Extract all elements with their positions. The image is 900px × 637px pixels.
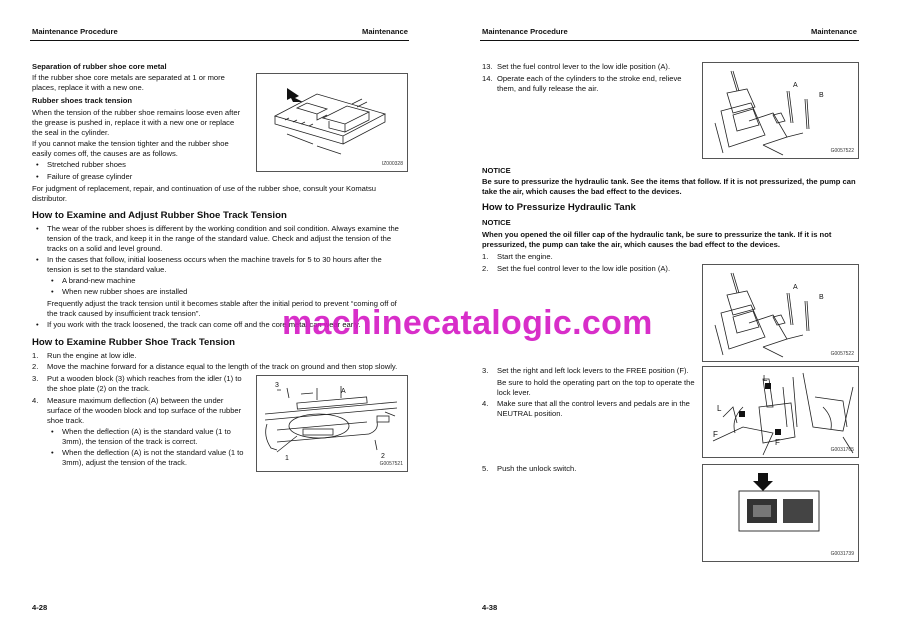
label-1: 1	[285, 455, 289, 462]
step-number: 1.	[32, 351, 39, 360]
page-number: 4-28	[32, 603, 48, 612]
fuel-lever-drawing	[703, 265, 858, 361]
notice-title: NOTICE	[482, 166, 511, 175]
header-right: Maintenance	[811, 27, 857, 36]
step-number: 5.	[482, 464, 489, 473]
watermark: machinecatalogic.com	[282, 304, 653, 342]
bullet-item: • If you work with the track loosened, the track can come off and the core metal can wear early.	[32, 320, 408, 330]
sub-bullet-item: • A brand-new machine	[47, 276, 135, 286]
figure-rubber-shoe	[256, 73, 408, 172]
bullet-item: • In the cases that follow, initial looseness occurs when the machine travels for 5 to 30 hours after the tension is set to the standard value.	[32, 255, 408, 275]
section-title: Separation of rubber shoe core metal	[32, 62, 167, 71]
paragraph: When the tension of the rubber shoe remains loose even after the grease is pushed in, replace it with a new one or replace the seal in the cylinder.	[32, 108, 241, 138]
bullet-item: • Stretched rubber shoes	[32, 160, 126, 170]
step-item	[32, 351, 408, 361]
step-text: Operate each of the cylinders to the stroke end, relieve them, and fully release the air.	[497, 74, 682, 94]
notice-text: When you opened the oil filler cap of the hydraulic tank, be sure to pressurize the tank. If it is not pressurized, the pump can take the air, which causes the bad effect to the devices.	[482, 230, 832, 250]
figure-id: G0057521	[379, 461, 403, 468]
figure-track-tension	[256, 375, 408, 472]
label-b: B	[819, 294, 824, 301]
header-rule	[30, 40, 409, 41]
step-item	[482, 399, 697, 419]
fuel-lever-drawing	[703, 63, 858, 158]
section-heading: How to Examine Rubber Shoe Track Tension	[32, 337, 235, 348]
figure-fuel-lever-2	[702, 264, 859, 362]
sub-bullet-item: • When new rubber shoes are installed	[47, 287, 187, 297]
paragraph: Be sure to hold the operating part on the top to operate the lock lever.	[497, 378, 695, 398]
step-text: Set the right and left lock levers to the FREE position (F).	[497, 366, 689, 375]
label-3: 3	[275, 382, 279, 389]
label-a: A	[793, 82, 798, 89]
track-tension-drawing	[257, 376, 407, 471]
paragraph: If the rubber shoe core metals are separated at 1 or more places, replace it with a new one.	[32, 73, 225, 93]
step-item	[32, 362, 408, 372]
figure-lock-levers	[702, 366, 859, 458]
label-f: F	[713, 430, 718, 439]
step-text: Start the engine.	[497, 252, 553, 261]
header-rule	[480, 40, 859, 41]
sub-bullet-item: • When the deflection (A) is the standard value (1 to 3mm), the tension of the track is correct.	[47, 427, 246, 447]
step-item	[32, 374, 246, 394]
figure-id: G0031765	[830, 447, 854, 454]
paragraph: If you cannot make the tension tighter and the rubber shoe easily comes off, the causes are as follows.	[32, 139, 229, 159]
label-a: A	[341, 388, 346, 395]
step-item	[482, 252, 697, 262]
figure-id: G0057522	[830, 148, 854, 155]
notice-title: NOTICE	[482, 218, 511, 227]
rubber-shoe-drawing	[257, 74, 407, 171]
step-text: Measure maximum deflection (A) between the under surface of the wooden block and top surface of the rubber shoe track.	[47, 396, 242, 426]
label-b: B	[819, 92, 824, 99]
header-left: Maintenance Procedure	[32, 27, 118, 36]
label-l: L	[717, 404, 722, 413]
step-number: 14.	[482, 74, 493, 83]
step-text: Run the engine at low idle.	[47, 351, 137, 360]
page-number: 4-38	[482, 603, 498, 612]
figure-unlock-switch	[702, 464, 859, 562]
step-text: Put a wooden block (3) which reaches from the idler (1) to the shoe plate (2) on the track.	[47, 374, 242, 394]
unlock-switch-drawing	[703, 465, 858, 561]
arrow-down-icon	[753, 473, 773, 491]
section-heading: How to Examine and Adjust Rubber Shoe Track Tension	[32, 210, 287, 221]
step-text: Make sure that all the control levers and pedals are in the NEUTRAL position.	[497, 399, 690, 419]
switch-blank	[783, 499, 813, 523]
step-item	[482, 366, 697, 376]
figure-id: G0057522	[830, 351, 854, 358]
step-number: 4.	[482, 399, 489, 408]
step-number: 3.	[32, 374, 39, 383]
header-right: Maintenance	[362, 27, 408, 36]
step-number: 2.	[32, 362, 39, 371]
step-text: Set the fuel control lever to the low idle position (A).	[497, 264, 671, 273]
label-l: L	[763, 374, 768, 383]
figure-id: G0031739	[830, 551, 854, 558]
step-number: 4.	[32, 396, 39, 405]
step-item	[32, 396, 246, 426]
header-left: Maintenance Procedure	[482, 27, 568, 36]
label-a: A	[793, 284, 798, 291]
paragraph: For judgment of replacement, repair, and continuation of use of the rubber shoe, consult your Komatsu distributor.	[32, 184, 377, 204]
notice-text: Be sure to pressurize the hydraulic tank. See the items that follow. If it is not pressurized, the pump can take the air, which causes the bad effect to the devices.	[482, 177, 856, 197]
label-f: F	[775, 438, 780, 447]
lock-levers-drawing	[703, 367, 858, 457]
section-heading: How to Pressurize Hydraulic Tank	[482, 202, 636, 213]
figure-fuel-lever	[702, 62, 859, 159]
step-number: 1.	[482, 252, 489, 261]
step-text: Push the unlock switch.	[497, 464, 577, 473]
sub-bullet-item: • When the deflection (A) is not the standard value (1 to 3mm), adjust the tension of the track.	[47, 448, 246, 468]
step-number: 3.	[482, 366, 489, 375]
bullet-item: • Failure of grease cylinder	[32, 172, 132, 182]
step-number: 2.	[482, 264, 489, 273]
step-item	[482, 464, 697, 474]
figure-id: IZ000328	[381, 161, 403, 168]
switch-face	[753, 505, 771, 517]
step-item	[482, 62, 697, 72]
label-2: 2	[381, 453, 385, 460]
bullet-item: • The wear of the rubber shoes is different by the working condition and soil condition. Always examine the tension of the track, and keep it in the range of the standard value. Check and adjust the tension of the tracks on a solid and level ground.	[32, 224, 408, 254]
step-item	[482, 264, 697, 274]
section-title: Rubber shoes track tension	[32, 96, 133, 105]
step-text: Set the fuel control lever to the low idle position (A).	[497, 62, 671, 71]
step-text: Move the machine forward for a distance equal to the length of the track on ground and then stop slowly.	[47, 362, 398, 371]
paragraph: Frequently adjust the track tension until it becomes stable after the initial period to prevent “coming off of the track caused by insufficient track tension”.	[47, 299, 397, 319]
step-number: 13.	[482, 62, 493, 71]
step-item	[482, 74, 697, 94]
